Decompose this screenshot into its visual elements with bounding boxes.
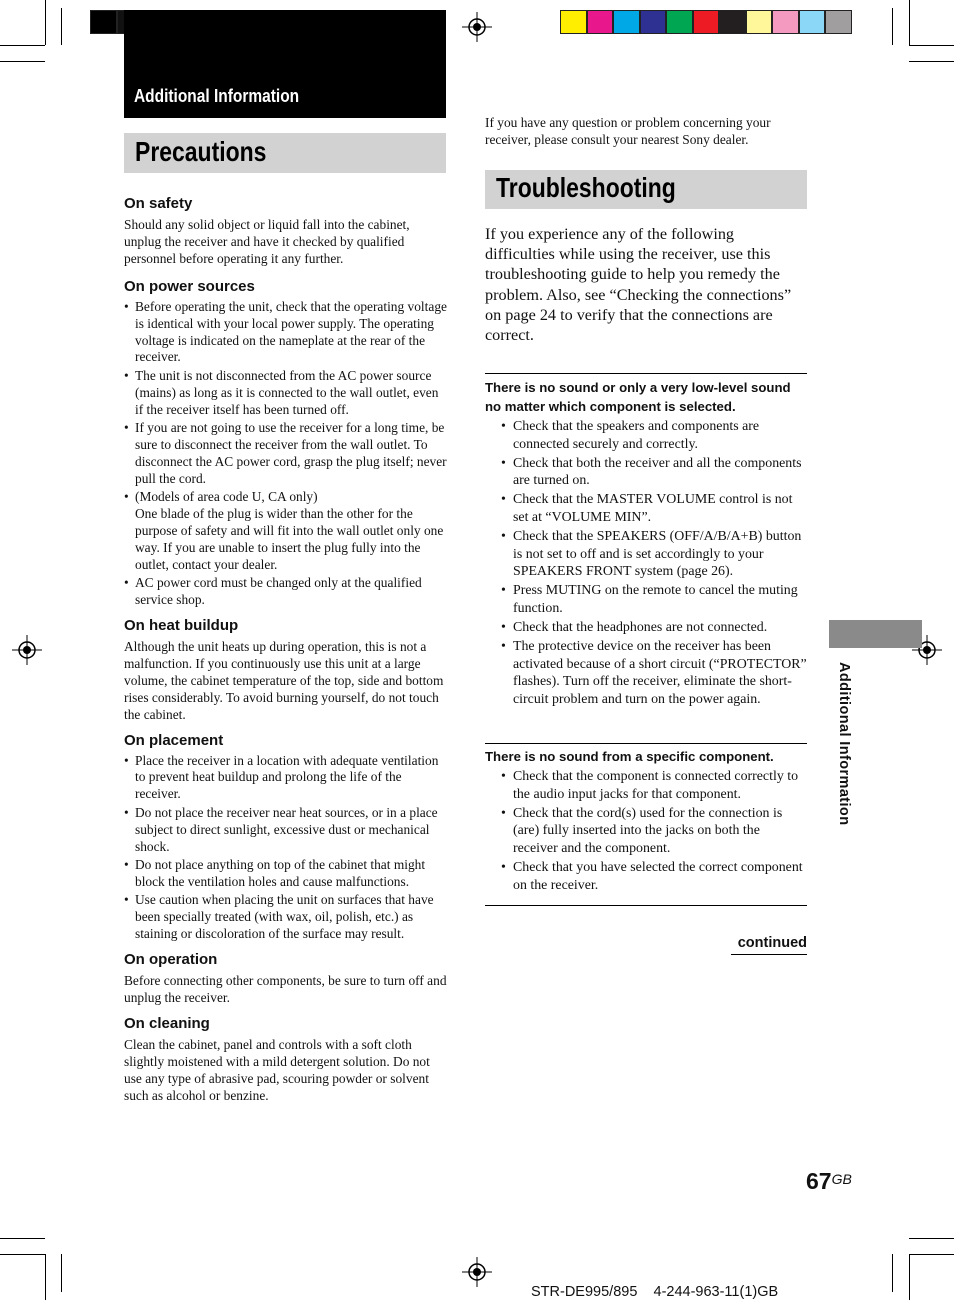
list-item-detail: One blade of the plug is wider than the other for the purpose of safety and will fit into the wall outlet only one way. If you are unable to insert the plug fully into the outlet, contact your dealer. xyxy=(135,506,444,572)
registration-target-icon xyxy=(462,1257,492,1287)
model-code-footer: STR-DE995/895 4-244-963-11(1)GB xyxy=(531,1284,779,1300)
cleaning-heading: On cleaning xyxy=(124,1014,210,1032)
heat-heading: On heat buildup xyxy=(124,617,239,635)
troubleshooting-problems-2 xyxy=(485,747,807,896)
list-item: • Place the receiver in a location with adequate ventilation to prevent heat buildup and prolong the life of the receiver. xyxy=(124,753,447,804)
list-item: • The protective device on the receiver has been activated because of a short circuit (“PROTECTOR” flashes). Turn off the receiver, eliminate the short-circuit problem and turn on the power again. xyxy=(485,638,807,708)
crop-mark xyxy=(45,0,46,45)
crop-mark xyxy=(0,45,45,46)
list-item: • Check that the component is connected correctly to the audio input jacks for that component. xyxy=(485,768,807,803)
page-number xyxy=(806,1166,852,1196)
list-item: • Use caution when placing the unit on surfaces that have been specially treated (with wax, oil, polish, etc.) as staining or discoloration of the surface may result. xyxy=(124,892,447,943)
list-item: • Do not place the receiver near heat sources, or in a place subject to direct sunlight, excessive dust or mechanical shock. xyxy=(124,805,447,856)
registration-target-icon xyxy=(462,12,492,42)
crop-mark xyxy=(892,1254,893,1292)
color-swatch xyxy=(587,10,614,34)
list-item: • Check that the headphones are not connected. xyxy=(485,619,807,637)
list-item: • The unit is not disconnected from the AC power source (mains) as long as it is connected to the wall outlet, even if the receiver itself has been turned off. xyxy=(124,368,447,419)
troubleshooting-intro: If you experience any of the following difficulties while using the receiver, use this troubleshooting guide to help you remedy the problem. Also, see “Checking the connections” on page 24 to verify that the connections are correct. xyxy=(485,225,792,345)
divider xyxy=(485,743,807,744)
color-swatch xyxy=(825,10,852,34)
safety-text: Should any solid object or liquid fall into the cabinet, unplug the receiver and have it checked by qualified personnel before operating it any further. xyxy=(124,217,410,266)
troubleshooting-title: Troubleshooting xyxy=(496,172,676,203)
placement-heading: On placement xyxy=(124,731,224,749)
crop-mark xyxy=(909,45,954,46)
list-item: • Before operating the unit, check that the operating voltage is identical with your local power supply. The operating voltage is indicated on the nameplate at the rear of the receiver. xyxy=(124,299,447,367)
problem-checklist xyxy=(485,418,807,709)
list-item: • Check that both the receiver and all the components are turned on. xyxy=(485,455,807,490)
crop-mark xyxy=(45,1254,46,1300)
precautions-body xyxy=(124,195,447,1104)
chapter-tab xyxy=(829,620,922,648)
continued-label: continued xyxy=(737,935,807,951)
color-swatch xyxy=(799,10,826,34)
crop-mark xyxy=(892,8,893,45)
cleaning-text: Clean the cabinet, panel and controls with a soft cloth slightly moistened with a mild detergent solution. Do not use any type of abrasive pad, scouring powder or solvent such as alcohol or benzine. xyxy=(124,1036,430,1103)
color-swatch xyxy=(560,10,587,34)
list-item: • Check that the cord(s) used for the connection is (are) fully inserted into the jacks on both the receiver and the component. xyxy=(485,805,807,858)
list-item: • Do not place anything on top of the cabinet that might block the ventilation holes and cause malfunctions. xyxy=(124,857,447,891)
crop-mark xyxy=(61,8,62,45)
power-list xyxy=(124,299,447,609)
operation-text: Before connecting other components, be sure to turn off and unplug the receiver. xyxy=(124,973,447,1005)
color-swatch xyxy=(666,10,693,34)
section-header-label: Additional Information xyxy=(134,86,300,106)
color-swatch xyxy=(90,10,117,34)
crop-mark xyxy=(909,61,954,62)
page-number-suffix: GB xyxy=(831,1171,852,1187)
list-item: • Check that the SPEAKERS (OFF/A/B/A+B) button is not set to off and is set accordingly to your SPEAKERS FRONT system (page 26). xyxy=(485,528,807,581)
precautions-title: Precautions xyxy=(135,136,267,167)
list-item: • AC power cord must be changed only at the qualified service shop. xyxy=(124,575,447,609)
page-number-value: 67 xyxy=(806,1168,832,1194)
registration-target-icon xyxy=(12,635,42,665)
problem-checklist xyxy=(485,768,807,894)
list-item: • Check that the speakers and components are connected securely and correctly. xyxy=(485,418,807,453)
operation-heading: On operation xyxy=(124,951,218,969)
list-item: • Press MUTING on the remote to cancel the muting function. xyxy=(485,582,807,617)
list-item-label: (Models of area code U, CA only) xyxy=(135,489,318,505)
list-item: • Check that the MASTER VOLUME control is not set at “VOLUME MIN”. xyxy=(485,491,807,526)
color-calibration-strip xyxy=(560,10,852,34)
crop-mark xyxy=(909,0,910,45)
placement-list xyxy=(124,753,447,943)
color-swatch xyxy=(693,10,720,34)
power-heading: On power sources xyxy=(124,277,255,295)
continued-underline xyxy=(731,954,807,955)
crop-mark xyxy=(0,61,45,62)
color-swatch xyxy=(640,10,667,34)
chapter-side-label-text: Additional Information xyxy=(836,662,852,826)
color-swatch xyxy=(719,10,746,34)
crop-mark xyxy=(909,1238,954,1239)
color-swatch xyxy=(746,10,773,34)
problem-heading: There is no sound from a specific component. xyxy=(485,749,774,764)
list-item xyxy=(124,489,447,574)
chapter-side-label xyxy=(834,662,854,862)
crop-mark xyxy=(909,1254,954,1255)
crop-mark xyxy=(0,1238,45,1239)
crop-mark xyxy=(0,1254,45,1255)
divider xyxy=(485,373,807,374)
crop-mark xyxy=(909,1254,910,1300)
list-item: • If you are not going to use the receiver for a long time, be sure to disconnect the receiver from the wall outlet. To disconnect the AC power cord, grasp the plug itself; never pull the cord. xyxy=(124,420,447,488)
color-swatch xyxy=(772,10,799,34)
heat-text: Although the unit heats up during operation, this is not a malfunction. If you continuously use this unit at a large volume, the cabinet temperature of the top, side and bottom rises considerably. To avoid burning yourself, do not touch the cabinet. xyxy=(124,639,444,722)
list-item: • Check that you have selected the correct component on the receiver. xyxy=(485,859,807,894)
problem-heading: There is no sound or only a very low-level sound no matter which component is selected. xyxy=(485,380,791,414)
safety-heading: On safety xyxy=(124,195,193,212)
crop-mark xyxy=(61,1254,62,1292)
color-swatch xyxy=(613,10,640,34)
troubleshooting-problems xyxy=(485,378,807,710)
divider xyxy=(485,905,807,906)
dealer-note: If you have any question or problem concerning your receiver, please consult your nearest Sony dealer. xyxy=(485,115,771,147)
